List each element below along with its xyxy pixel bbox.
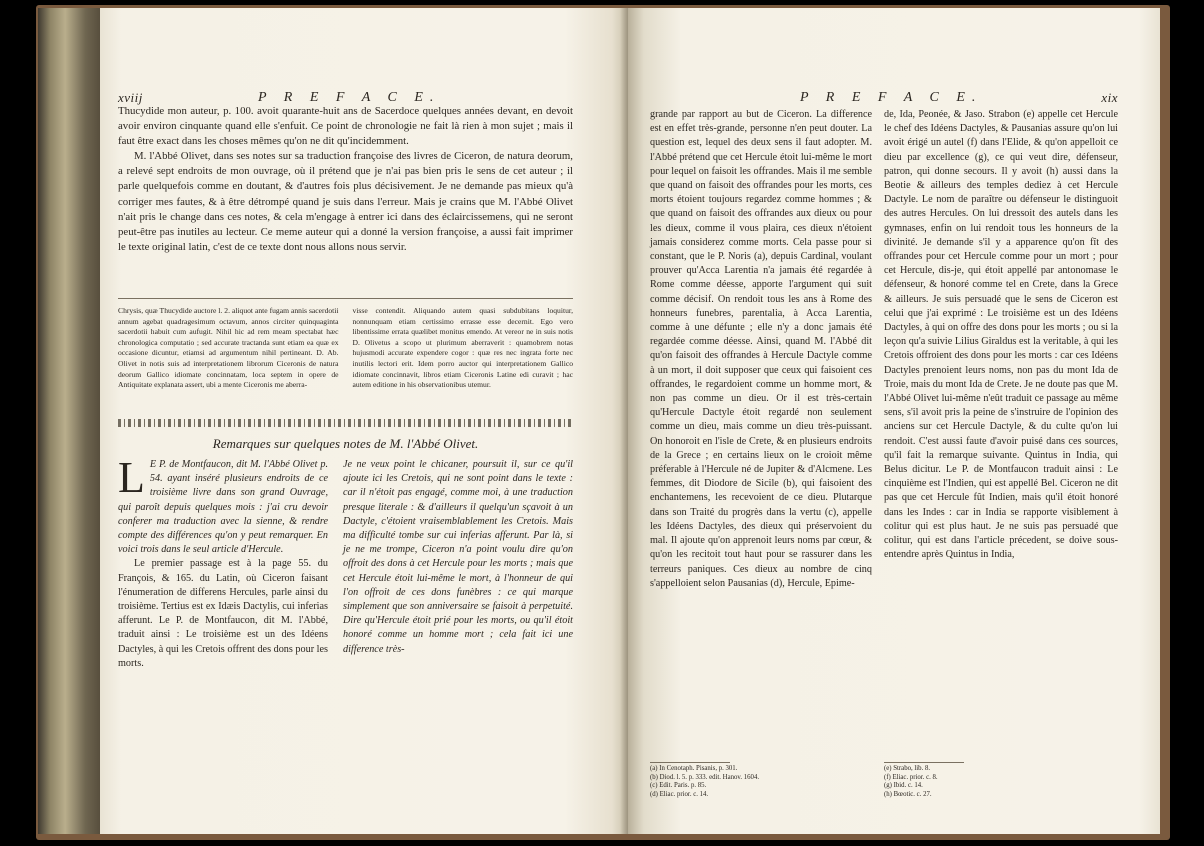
left-column-para-1: E P. de Montfaucon, dit M. l'Abbé Olivet p. 54. ayant inséré plusieurs endroits de ce troisième livre dans son grand Ouvrage, qui paroît depuis quelques mois : j'ai cru devoir conferer ma traduction avec la sienne, & rendre compte des différences qu'on y peut remarquer. En voici trois dans le seul article d'Hercule. [118,459,328,556]
left-column-body [118,453,328,671]
left-page-number: xviij [118,90,143,105]
section-title: Remarques sur quelques notes de M. l'Abbé Olivet. [212,436,479,451]
right-page-left-column [650,108,872,591]
left-running-title: P R E F A C E. [258,90,441,105]
latin-note-left: Chrysis, quæ Thucydide auctore l. 2. aliquot ante fugam annis sacerdotii annum agebat quadragesimum octavum, annos circiter quinquaginta sacerdotii habuit cum aufugit. Nihil hic ad rem meam spectabat hæc chronologica computatio ; sed accurate tractanda sunt etiam ea quæ ex occasione dicuntur, etiamsi ad argumentum nihil pertineant. D. Ab. Olivet in notis suis ad interpretationem librorum Ciceronis de natura deorum Gallico idiomate concinnatam, loca septem in opere de Antiquitate explanata assert, ubi a mente Ciceronis me aberra- [118,306,339,390]
footnote: (e) Strabo, lib. 8. [884,765,931,772]
footnote-rule-right [884,762,964,763]
latin-notes [118,306,573,391]
right-page-right-column-text: de, Ida, Peonée, & Jaso. Strabon (e) appelle cet Hercule le chef des Idéens Dactyles, & Pausanias assure qu'on lui avoit érigé un autel (f) dans l'Elide, & qu'on appelloit ce dieu par excellence (g), ce qui veut dire, défenseur, patron, qui donne secours. Il y avoit (h) aussi dans la Beotie & ailleurs des temples dediez à cet Hercule Dactyle. Le nom de paraître ou défenseur le distinguoit des autres Hercules. On lui dressoit des autels dans les gymnases, enfin on lui rendoit tous les honneurs de la divinité. Je demande s'il y a apparence qu'on fît des offrandes pour cet Hercule comme pour un mort ; pour cet Hercule, dis-je, qui étoit appellé par antonomase le défenseur, & honoré comme tel en Crete, dans la Grece & ailleurs. Je suis persuadé que le sens de Ciceron est celui que j'ai exprimé : Le troisième est un des Idéens Dactyles, à qui on offre des dons pour les morts ; ou si la leçon qu'a suivie Lilius Giraldus est la veritable, à qui les Cretois offroient des dons pour les morts : car ces Idéens Dactyles prenoient leurs noms, non pas du mont Ida de Troie, mais du mont Ida de Crete. Je ne doute pas que M. l'Abbé Olivet lui-même n'eût traduit ce passage au même sens, s'il avoit pris la peine de s'instruire de l'opinion des anciens sur cet Hercule Dactyle, & du culte qu'on lui rendoit. C'est aussi faute d'avoir puisé dans ces sources, qu'il fait la remarque suivante. Quintus in India, qui Belus dicitur. Le P. de Montfaucon traduit ainsi : Le cinquième est l'Indien, qui est appellé Bel. Ciceron ne dit pas que cet Hercule fût Indien, mais qu'il étoit honoré dans les Indes : car in India se rapporte visiblement à colitur qui est plus haut. Je ne suis pas persuadé que colitur, qui est dans l'article précedent, se doive sous-entendre après Quintus in India, [884,109,1118,561]
right-page-left-column-text: grande par rapport au but de Ciceron. La difference est en effet très-grande, personne n'en peut douter. La question est, lequel des deux sens il faut adopter. M. l'Abbé prétend que cet Hercule étoit lui-même le mort pour lequel on faisoit les offrandes. Mais il me semble que quand on faisoit des offrandes pour les morts, ces morts étoient toujours regardez comme hommes ; & que quand on faisoit des offrandes aux dieux ou pour les dieux, comme il vous plaira, ces dieux n'étoient jamais considerez comme morts. Cela passe pour si constant, que le P. Noris (a), depuis Cardinal, voulant prouver qu'Acca Larentia n'a jamais été regardée à Rome comme déesse, apporte l'argument qui suit comme décisif. On rendoit tous les ans à Rome des honneurs funebres, parentalia, à Acca Larentia, comme à une défunte ; elle n'y a donc jamais été regardée comme déesse. Ainsi, quand M. l'Abbé dit qu'on faisoit des offrandes à Hercule Dactyle comme à un mort, il doit supposer que ceux qui faisoient ces offrandes, le regardoient comme un homme mort, & non pas comme un dieu. Or il est très-certain qu'Hercule Dactyle étoit regardé non seulement comme un dieu, mais comme un dieu très-puissant. On honoroit en l'isle de Crete, & en plusieurs endroits de la Grece ; en certains lieux on le croioit même préferable à l'Hercule né de Jupiter & d'Alcmene. Les femmes, dit Diodore de Sicile (b), qui faisoient des enchantemens, les recevoient de ce dieu. Plutarque dans son Traité du progrès dans la vertu (c), appelle les Idéens Dactyles, des dieux qui préservoient du mal. Il ajoute qu'on apprenoit leurs noms par cœur, & qu'on les recitoit tout haut pour se rassurer dans les terreurs paniques. Ces dieux au nombre de cinq s'appelloient selon Pausanias (d), Hercule, Epime- [650,109,872,589]
left-paragraph-1: Thucydide mon auteur, p. 100. avoit quarante-huit ans de Sacerdoce quelques années devant, en devoit avoir environ cinquante quand elle s'enfuit. Ce point de chronologie ne fait là rien à mon sujet ; mais il faut être exact dans les choses mêmes qu'on ne dit qu'incidemment. [118,105,573,148]
footnote: (d) Eliac. prior. c. 14. [650,790,709,798]
right-page-number: xix [1101,90,1118,105]
left-paragraph-2: M. l'Abbé Olivet, dans ses notes sur sa traduction françoise des livres de Ciceron, de natura deorum, a relevé sept endroits de mon ouvrage, où il prétend que je n'ai pas bien pris le sens de cet auteur ; il parle quelquefois comme en doutant, & d'autres fois plus décisivement. Je ne demande pas mieux qu'à corriger mes fautes, & à être détrompé quand je suis dans l'erreur. Mais je crains que M. l'Abbé Olivet n'ait pris le change dans ces notes, & cela m'engage à entrer ici dans des éclaircissemens, qui ne seront peut-être pas inutiles au lecteur. Ce meme auteur qui a donné la version françoise, a aussi fait imprimer le texte original latin, c'est de ce texte dont nous allons nous servir. [118,150,573,253]
left-column-para-2: Le premier passage est à la page 55. du François, & 165. du Latin, où Ciceron faisant l'énumeration de differens Hercules, parle ainsi du troisième. Tertius est ex Idæis Dactylis, cui inferias afferunt. Le P. de Montfaucon, dit M. l'Abbé, traduit ainsi : Le troisième est un des Idéens Dactyles, à qui les Cretois offrent des dons pour les morts. [118,558,328,669]
footnotes-right [884,765,1118,799]
footnote: (a) In Cenotaph. Pisanis, p. 301. [650,765,738,772]
book-binding-edge [38,8,106,834]
footnotes-left [650,765,872,799]
footnote: (b) Diod. l. 5. p. 333. edit. Hanov. 1604. [650,773,760,781]
right-page-right-column [884,108,1118,563]
left-body-text [118,104,573,255]
footnote: (g) Ibid. c. 14. [884,782,923,790]
note-divider [118,298,573,299]
drop-cap: L [118,453,145,502]
latin-note-right: visse contendit. Aliquando autem quasi subdubitans loquitur, nonnunquam etiam certissimo errasse esse decernit. Ego vero libentissime errata quælibet monitus emendo. At vereor ne in suis notis D. Olivetus a scopo ut plurimum aberraverit : quamobrem notas hujusmodi accurate expendere cogor : quæ res nec ingrata forte nec inutilis lectori erit. Idem porro auctor qui interpretationem Gallico idiomate concinnavit, libros etiam Ciceronis Latine edi curavit ; hac autem editione in his observationibus utemur. [352,306,573,390]
footnote-rule-left [650,762,730,763]
right-column-body [343,458,573,657]
footnote: (c) Edit. Paris. p. 85. [650,782,707,790]
right-column-para: Je ne veux point le chicaner, poursuit il, sur ce qu'il ajoute ici les Cretois, qui ne sont point dans le texte : car il n'étoit pas engagé, comme moi, à une traduction presque literale : & d'ailleurs il quelqu'un sçavoit à un Dactyle, c'étoient vraisemblablement les Cretois. Mais ma difficulté tombe sur cui inferias afferunt. Par là, si je ne me trompe, Ciceron n'a point voulu dire qu'on offroit des dons à cet Hercule pour les morts ; mais que cet Hercule étoit lui-même le mort, à l'honneur de qui l'on offroit de ces dons funèbres : ce qui marque simplement que son anniversaire se faisoit à perpetuité. Dire qu'Hercule étoit prié pour les morts, ou qu'il étoit honoré comme un homme mort ; cela fait ici une difference très- [343,459,573,655]
footnote: (f) Eliac. prior. c. 8. [884,773,938,781]
ornamental-band [118,419,573,427]
right-running-title: P R E F A C E. [800,90,983,105]
footnote: (h) Bœotic. c. 27. [884,790,932,798]
